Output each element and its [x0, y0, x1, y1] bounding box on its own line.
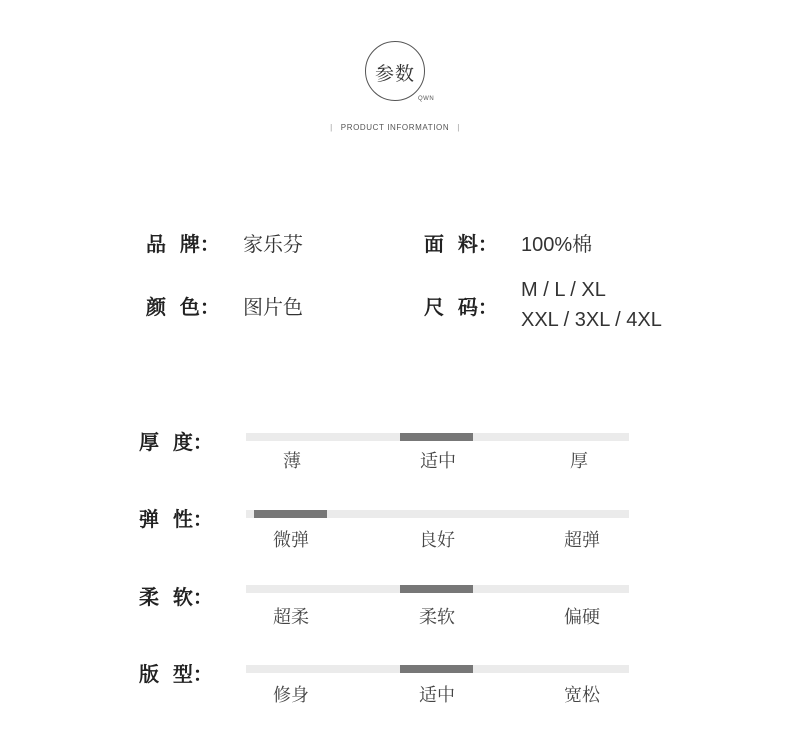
fit-indicator	[400, 665, 473, 673]
brand-value: 家乐芬	[243, 234, 303, 256]
fit-label: 版 型：	[139, 662, 213, 686]
size-value-line-1: M / L / XL	[521, 279, 606, 301]
brand-label: 品 牌：	[146, 232, 220, 256]
softness-option-1: 柔软	[419, 607, 455, 628]
elasticity-option-2: 超弹	[564, 530, 600, 551]
thickness-indicator	[400, 433, 473, 441]
thickness-label: 厚 度：	[139, 430, 213, 454]
elasticity-label: 弹 性：	[139, 507, 213, 531]
header-title: 参数	[374, 63, 415, 85]
header-badge	[365, 41, 425, 101]
softness-option-0: 超柔	[273, 607, 309, 628]
size-value-line-2: XXL / 3XL / 4XL	[521, 309, 662, 331]
softness-indicator	[400, 585, 473, 593]
elasticity-option-1: 良好	[419, 530, 455, 551]
fit-option-2: 宽松	[564, 685, 600, 706]
fabric-label: 面 料：	[424, 232, 498, 256]
product-information-subtitle	[300, 123, 490, 132]
subtitle-divider-left: |	[330, 123, 333, 132]
fabric-value: 100%棉	[521, 234, 593, 256]
size-label: 尺 码：	[424, 295, 498, 319]
thickness-option-2: 厚	[570, 451, 588, 472]
elasticity-track	[246, 510, 629, 518]
softness-label: 柔 软：	[139, 585, 213, 609]
softness-option-2: 偏硬	[564, 607, 600, 628]
color-value: 图片色	[243, 297, 303, 319]
subtitle-divider-right: |	[457, 123, 460, 132]
softness-track	[246, 585, 629, 593]
elasticity-indicator	[254, 510, 327, 518]
thickness-track	[246, 433, 629, 441]
header-code: QWN	[418, 96, 435, 102]
fit-option-1: 适中	[419, 685, 455, 706]
elasticity-option-0: 微弹	[273, 530, 309, 551]
size-value	[521, 275, 662, 335]
subtitle-text: PRODUCT INFORMATION	[340, 123, 450, 132]
fit-option-0: 修身	[273, 685, 309, 706]
fit-track	[246, 665, 629, 673]
thickness-option-0: 薄	[283, 451, 301, 472]
color-label: 颜 色：	[146, 295, 220, 319]
thickness-option-1: 适中	[420, 451, 456, 472]
